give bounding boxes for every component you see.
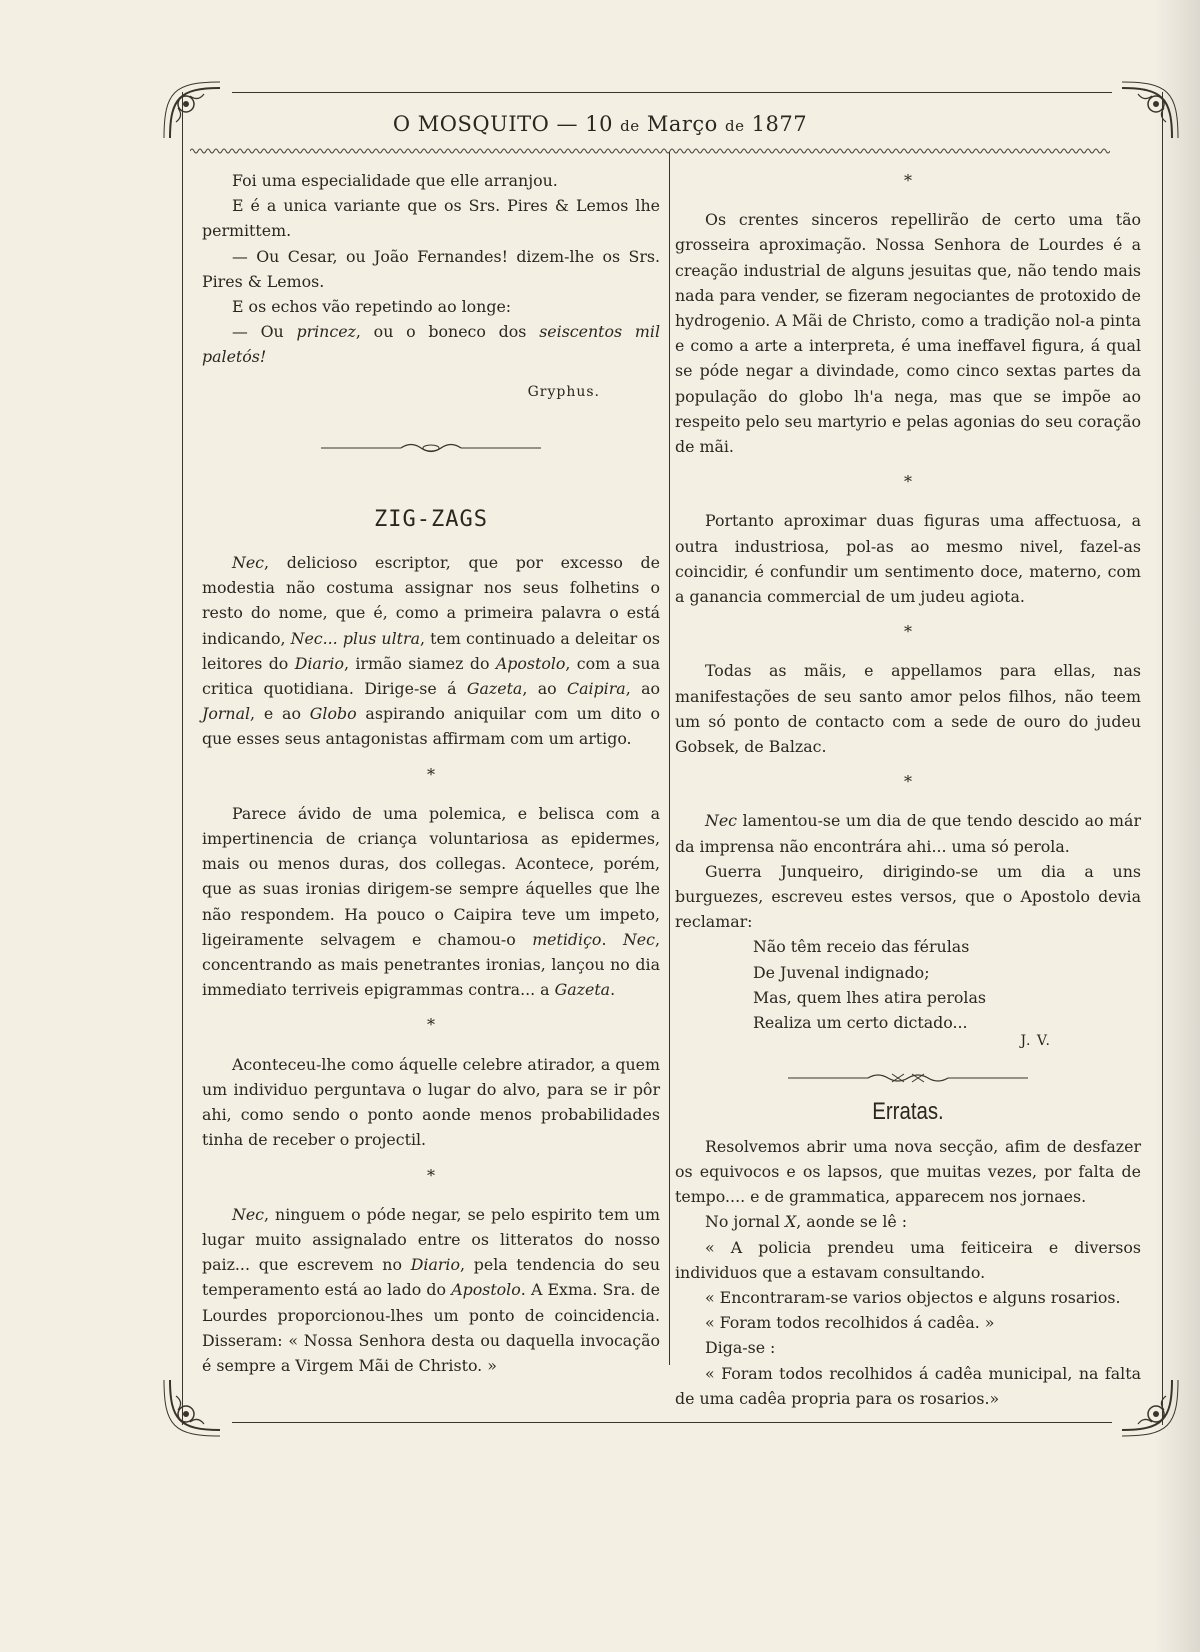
section-divider-ornament	[788, 1071, 1028, 1085]
separator-asterisk: *	[904, 472, 912, 492]
newspaper-title: O MOSQUITO	[392, 112, 550, 136]
paragraph: Nec, ninguem o póde negar, se pelo espirito tem um lugar muito assignalado entre os litteratos do nosso paiz... que escrevem no Diario, pela tendencia do seu temperamento está ao lado do Apostolo. A Exma. Sra. de Lourdes proporcionou-lhes um ponto de coincidencia. Disseram: « Nossa Senhora desta ou daquella invocação é sempre a Virgem Mãi de Christo. »	[202, 1204, 660, 1375]
frame-top-rule	[232, 92, 1112, 93]
verse	[675, 934, 1141, 1035]
signature-jv: J. V.	[1020, 1033, 1051, 1050]
paragraph: Foi uma especialidade que elle arranjou.	[232, 171, 558, 190]
header-de: de	[724, 117, 745, 135]
verse-line: Mas, quem lhes atira perolas	[753, 987, 986, 1007]
frame-bottom-rule	[232, 1422, 1112, 1423]
paragraph: Diga-se :	[705, 1338, 776, 1358]
paragraph: Todas as mãis, e appellamos para ellas, nas manifestações de seu santo amor pelos filhos, não teem um só ponto de contacto com a sede de ouro do judeu Gobsek, de Balzac.	[675, 661, 1141, 757]
paragraph: E é a unica variante que os Srs. Pires & Lemos lhe permittem.	[202, 196, 660, 241]
paragraph: — Ou princez, ou o boneco dos seiscentos mil paletós!	[202, 322, 660, 367]
right-column	[675, 168, 1141, 1411]
column-rule	[669, 152, 670, 1365]
separator-asterisk: *	[904, 772, 912, 792]
paragraph: Resolvemos abrir uma nova secção, afim de desfazer os equivocos e os lapsos, que muitas vezes, por falta de tempo.... e de grammatica, apparecem nos jornaes.	[675, 1136, 1141, 1207]
separator-asterisk: *	[427, 1165, 435, 1185]
header-year: 1877	[751, 112, 808, 136]
paragraph: Parece ávido de uma polemica, e belisca com a impertinencia de criança voluntariosa as epidermes, mais ou menos duras, dos collegas. Acontece, porém, que as suas ironias dirigem-se sempre áquelles que lhe não respondem. Ha pouco o Caipira teve um impeto, ligeiramente selvagem e chamou-o metidiço. Nec, concentrando as mais penetrantes ironias, lançou no dia immediato terriveis epigrammas contra... a Gazeta.	[202, 803, 660, 1000]
paragraph: Nec, delicioso escriptor, que por excesso de modestia não costuma assignar nos seus folhetins o resto do nome, que é, como a primeira palavra o está indicando, Nec... plus ultra, tem continuado a deleitar os leitores do Diario, irmão siamez do Apostolo, com a sua critica quotidiana. Dirige-se á Gazeta, ao Caipira, ao Jornal, e ao Globo aspirando aniquilar com um dito o que esses seus antagonistas affirmam com um artigo.	[202, 553, 661, 749]
paragraph: Aconteceu-lhe como áquelle celebre atirador, a quem um individuo perguntava o lugar do alvo, para se ir pôr ahi, como sendo o ponto aonde menos probabilidades tinha de receber o projectil.	[202, 1054, 660, 1150]
header-month: Março	[646, 112, 718, 136]
wavy-rule	[190, 146, 1110, 156]
paragraph: — Ou Cesar, ou João Fernandes! dizem-lhe os Srs. Pires & Lemos.	[202, 246, 660, 291]
running-head	[0, 112, 1200, 136]
verse-line: Não têm receio das férulas	[753, 937, 970, 957]
separator-asterisk: *	[427, 1015, 435, 1035]
separator-asterisk: *	[904, 171, 912, 190]
signature-gryphus: Gryphus.	[527, 383, 600, 400]
paragraph: No jornal X, aonde se lê :	[705, 1212, 908, 1232]
section-title-erratas: Erratas.	[872, 1097, 944, 1125]
paragraph: Nec lamentou-se um dia de que tendo descido ao már da imprensa não encontrára ahi... uma só perola.	[675, 811, 1141, 856]
separator-asterisk: *	[427, 764, 435, 784]
paragraph: « Encontraram-se varios objectos e alguns rosarios.	[705, 1287, 1121, 1307]
paragraph: Guerra Junqueiro, dirigindo-se um dia a uns burguezes, escreveu estes versos, que o Apostolo devia reclamar:	[675, 861, 1141, 932]
verse-line: De Juvenal indignado;	[753, 962, 930, 982]
header-de: de	[620, 117, 640, 135]
paragraph: « Foram todos recolhidos á cadêa. »	[705, 1313, 995, 1333]
left-column	[202, 168, 660, 1378]
header-day: 10	[585, 112, 613, 136]
verse-line: Realiza um certo dictado...	[753, 1013, 968, 1033]
paragraph: Portanto aproximar duas figuras uma affectuosa, a outra industriosa, pol-as ao mesmo nivel, fazel-as coincidir, é confundir um sentimento doce, materno, com a ganancia commercial de um judeu agiota.	[675, 511, 1141, 607]
header-dash: —	[556, 112, 579, 136]
section-divider-ornament	[321, 441, 541, 455]
paragraph: Os crentes sinceros repellirão de certo uma tão grosseira aproximação. Nossa Senhora de Lourdes é a creação industrial de alguns jesuitas que, não tendo mais nada para vender, se fizeram negociantes de protoxido de hydrogenio. A Mãi de Christo, como a tradição nol-a pinta e como a arte a interpreta, é uma ineffavel figura, á qual se póde negar a divindade, como cinco sextas partes da população do globo lh'a nega, mas que se impõe ao respeito pelo seu martyrio e pelas agonias do seu coração de mãi.	[675, 210, 1141, 457]
separator-asterisk: *	[904, 622, 912, 642]
corner-ornament-bottom-left	[160, 1374, 226, 1440]
paragraph: « A policia prendeu uma feiticeira e diversos individuos que a estavam consultando.	[675, 1237, 1141, 1282]
section-title-zig-zags: ZIG-ZAGS	[374, 506, 488, 532]
paragraph: E os echos vão repetindo ao longe:	[232, 297, 512, 317]
paragraph: « Foram todos recolhidos á cadêa municipal, na falta de uma cadêa propria para os rosarios.»	[675, 1363, 1141, 1408]
